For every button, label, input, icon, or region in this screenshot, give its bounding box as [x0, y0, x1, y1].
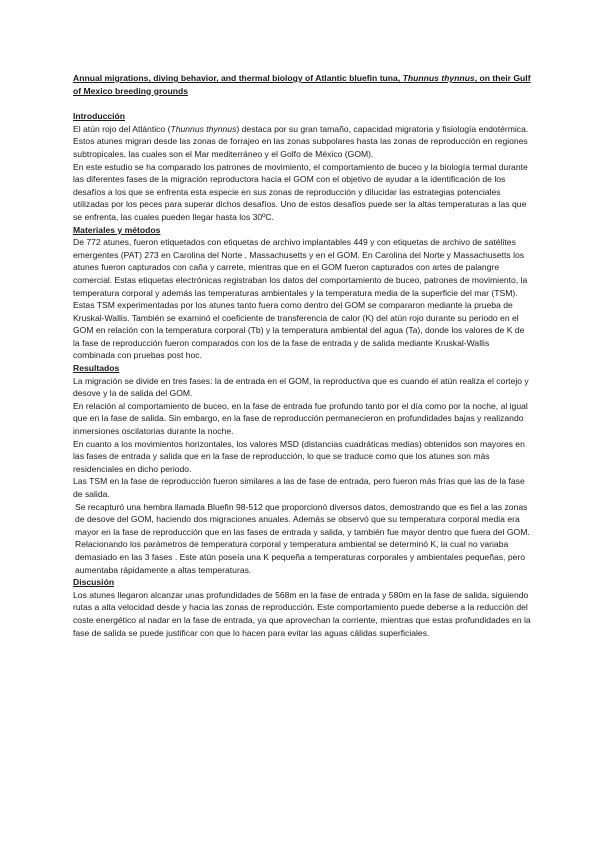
results-paragraph-1: La migración se divide en tres fases: la de entrada en el GOM, la reproductiva que es cuando el atún realiza el cortejo y desove y la de salida del GOM. — [73, 375, 529, 399]
results-paragraph-2: En relación al comportamiento de buceo, en la fase de entrada fue profundo tanto por el día como por la noche, al igual que en la fase de salida. Sin embargo, en la fase de reproducción permanecieron en profundidades bajas y realizando inmersiones oscilatorias durante la noche. — [73, 400, 528, 437]
document-page — [73, 72, 533, 639]
document-title — [73, 72, 533, 97]
methods-heading: Materiales y métodos — [73, 224, 161, 235]
title-part1: Annual migrations, diving behavior, and thermal biology of Atlantic bluefin tuna, — [73, 73, 403, 83]
intro-paragraph-1 — [73, 123, 533, 161]
title-part2: , on their Gulf of Mexico breeding grounds — [73, 73, 531, 96]
results-paragraph-5: Se recapturó una hembra llamada Bluefin 98-512 que proporcionó diversos datos, demostrando que es fiel a las zonas de desove del GOM, haciendo dos migraciones anuales. Además se observó que su temperatura corporal media era mayor en la fase de reproducción que en las fases de entrada y salida, y también fue mayor dentro que fuera del GOM. Relacionando los parámetros de temperatura corporal y temperatura ambiental se determinó K, la cual no variaba demasiado en las 3 fases . Este atún poseía una K pequeña a temperaturas corporales y ambientales pequeñas, pero aumentaba rápidamente a altas temperaturas. — [75, 501, 530, 575]
intro-heading: Introducción — [73, 111, 126, 122]
methods-paragraph-2: Estas TSM experimentadas por los atunes tanto fuera como dentro del GOM se compararon mediante la prueba de Kruskal-Wallis. También se examinó el coeficiente de transferencia de calor (K) del atún rojo durante su periodo en el GOM en relación con la temperatura corporal (Tb) y la temperatura ambiental del agua (Ta), donde los valores de K de la fase de reproducción fueron comparados con los de la fase de entrada y de salida mediante Kruskal-Wallis combinada con pruebas post hoc. — [73, 300, 525, 361]
discussion-heading: Discusión — [73, 577, 115, 588]
discussion-paragraph-1: Los atunes llegaron alcanzar unas profundidades de 568m en la fase de entrada y 580m en la fase de salida, siguiendo rutas a alta velocidad desde y hacia las zonas de reproducción. Este comportamiento puede deberse a la reducción del coste energético al nadar en la fase de entrada, ya que aprovechan la corriente, mientras que estas profundidades en la fase de salida se puede justificar con que lo hacen para evitar las aguas cálidas superficiales. — [73, 589, 531, 638]
results-paragraph-3: En cuanto a los movimientos horizontales, los valores MSD (distancias cuadráticas medias) obtenidos son mayores en las fases de entrada y salida que en la fase de reproducción, lo que se traduce como que los atunes son más residenciales en dicho periodo. — [73, 438, 525, 474]
results-heading: Resultados — [73, 363, 120, 374]
intro-paragraph-2: En este estudio se ha comparado los patrones de movimiento, el comportamiento de buceo y la biología termal durante las diferentes fases de la migración reproductora hacia el GOM con el objetivo de ayudar a la identificación de los desafíos a los que se enfrenta esta especie en sus zonas de reproducción y dilucidar las estrategias potenciales utilizadas por los peces para superar dichos desafíos. Uno de estos desafíos puede ser la altas temperaturas a las que se enfrenta, las cuales pueden llegar hasta los 30ºC. — [73, 161, 528, 222]
results-paragraph-4: Las TSM en la fase de reproducción fueron similares a las de fase de entrada, pero fueron más frías que las de la fase de salida. — [73, 476, 525, 499]
methods-paragraph-1: De 772 atunes, fueron etiquetados con etiquetas de archivo implantables 449 y con etiquetas de archivo de satélites emergentes (PAT) 273 en Carolina del Norte , Massachusetts y en el GOM. En Carolina del Norte y Massachusetts los atunes fueron capturados con caña y carrete, mientras que en el GOM fueron capturados con artes de palangre comercial. Estas etiquetas electrónicas registraban los datos del comportamiento de buceo, patrones de movimiento, la temperatura corporal y además las temperaturas ambientales y la temperatura media de la superficie del mar (TSM). — [73, 237, 528, 298]
title-species: Thunnus thynnus — [402, 73, 475, 83]
intro-p1-text-a: El atún rojo del Atlántico ( — [73, 123, 171, 134]
intro-p1-species: Thunnus thynnus — [170, 123, 237, 134]
intro-p1-text-b: ) destaca por su gran tamaño, capacidad migratoria y fisiología endotérmica. Estos atunes migran desde las zonas de forrajeo en las zonas subpolares hasta las zonas de reproducción en regiones subtropicales, las cuales son el Mar mediterráneo y el Golfo de México (GOM). — [73, 123, 529, 159]
